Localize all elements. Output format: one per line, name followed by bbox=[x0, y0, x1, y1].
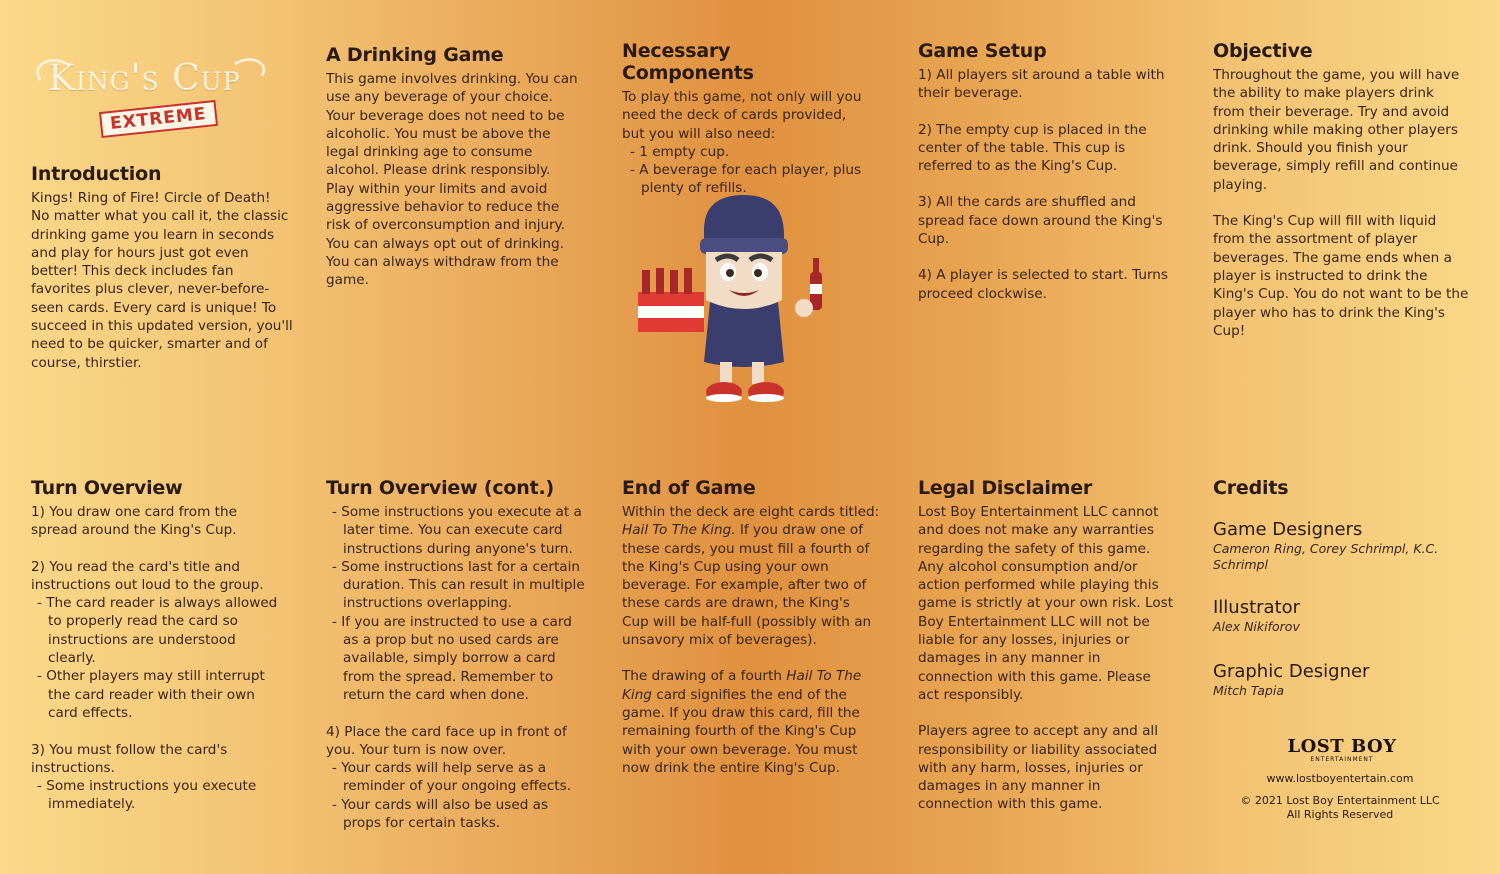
turn-step: 4) Place the card face up in front of you. Your turn is now over. bbox=[326, 723, 567, 758]
setup-heading: Game Setup bbox=[918, 40, 1047, 62]
setup-step: 3) All the cards are shuffled and spread face down around the King's Cup. bbox=[918, 194, 1163, 248]
objective-text bbox=[1213, 66, 1469, 340]
credit-role: Graphic Designer bbox=[1213, 661, 1370, 682]
components-heading: Necessary Components bbox=[622, 40, 754, 84]
components-intro: To play this game, not only will you need the deck of cards provided, but you will also need: bbox=[622, 89, 862, 142]
introduction-heading: Introduction bbox=[31, 163, 162, 185]
turn-overview-heading: Turn Overview bbox=[31, 477, 183, 499]
logo-subtitle: EXTREME bbox=[99, 100, 218, 138]
components-item: - 1 empty cup. bbox=[630, 143, 730, 160]
end-of-game-heading: End of Game bbox=[622, 477, 756, 499]
rights-reserved: All Rights Reserved bbox=[1286, 808, 1394, 821]
turn-bullet: - The card reader is always allowed to properly read the card so instructions are understood clearly. bbox=[37, 595, 278, 667]
turn-bullet: - Some instructions you execute immediately. bbox=[37, 778, 257, 813]
legal-paragraph: Lost Boy Entertainment LLC cannot and does not make any warranties regarding the safety of this game. Any alcohol consumption and/or action performed while playing this game is strictly at your own risk. Lost Boy Entertainment LLC will not be liable for any losses, injuries or damages in any manner in connection with this game. Please act responsibly. bbox=[918, 504, 1174, 703]
text-span: The drawing of a fourth bbox=[622, 668, 787, 685]
setup-step: 1) All players sit around a table with their beverage. bbox=[918, 67, 1165, 102]
website-link[interactable]: www.lostboyentertain.com bbox=[1266, 772, 1414, 785]
setup-section bbox=[918, 40, 1174, 321]
credit-entry bbox=[1213, 597, 1463, 635]
card-title: Hail To The King. bbox=[622, 522, 736, 539]
logo-title: King's Cup bbox=[48, 58, 241, 99]
turn-bullet: - Other players may still interrupt the card reader with their own card effects. bbox=[37, 668, 265, 721]
lost-boy-logo bbox=[1272, 738, 1412, 763]
text-span: If you draw one of these cards, you must fill a fourth of the King's Cup using your own beverage. For example, after two of these cards are drawn, the King's Cup will be half-full (possibly with an unsavory mix of beverages). bbox=[622, 522, 872, 649]
end-of-game-section bbox=[622, 477, 880, 795]
introduction-section bbox=[31, 163, 293, 372]
turn-overview-section bbox=[31, 477, 286, 814]
credit-entry bbox=[1213, 661, 1463, 699]
components-text bbox=[622, 88, 862, 198]
drinking-game-heading: A Drinking Game bbox=[326, 44, 504, 66]
legal-section bbox=[918, 477, 1176, 832]
objective-paragraph: Throughout the game, you will have the ability to make players drink from their beverage. Try and avoid drinking while making other players drink. Should you finish your beverage, simply refill and continue playing. bbox=[1213, 67, 1460, 193]
turn-step: 1) You draw one card from the spread around the King's Cup. bbox=[31, 504, 237, 539]
turn-bullet: - Your cards will help serve as a reminder of your ongoing effects. bbox=[332, 760, 572, 795]
text-span: Within the deck are eight cards titled: bbox=[622, 504, 880, 520]
components-item: - A beverage for each player, plus plenty of refills. bbox=[630, 162, 862, 197]
credit-role: Game Designers bbox=[1213, 519, 1363, 540]
turn-bullet: - If you are instructed to use a card as a prop but no used cards are available, simply borrow a card from the spread. Remember to return the card when done. bbox=[332, 613, 572, 703]
lost-boy-sub: ENTERTAINMENT bbox=[1310, 756, 1374, 763]
introduction-text: Kings! Ring of Fire! Circle of Death! No matter what you call it, the classic drinking game you learn in seconds and play for hours just got even better! This deck includes fan favorites plus clever, never-before-seen cards. Every card is unique! To succeed in this updated version, you'll need to be quicker, smarter and of course, thirstier. bbox=[31, 190, 293, 371]
credit-names: Alex Nikiforov bbox=[1213, 619, 1300, 634]
turn-step: 3) You must follow the card's instructions. bbox=[31, 741, 228, 776]
setup-step: 2) The empty cup is placed in the center of the table. This cup is referred to as the King's Cup. bbox=[918, 121, 1147, 175]
legal-paragraph: Players agree to accept any and all responsibility or liability associated with any harm, losses, injuries or damages in any manner in connection with this game. bbox=[918, 723, 1158, 813]
turn-overview-cont-text bbox=[326, 503, 588, 832]
text-span: card signifies the end of the game. If you draw this card, fill the remaining fourth of the King's Cup with your own beverage. You must now drink the entire King's Cup. bbox=[622, 686, 860, 776]
drinking-game-section bbox=[326, 44, 582, 290]
copyright: © 2021 Lost Boy Entertainment LLC bbox=[1240, 794, 1440, 807]
end-of-game-text bbox=[622, 503, 880, 777]
end-of-game-paragraph bbox=[622, 503, 880, 649]
mascot-illustration bbox=[634, 190, 834, 410]
turn-bullet: - Your cards will also be used as props for certain tasks. bbox=[332, 796, 549, 832]
turn-overview-text bbox=[31, 503, 286, 814]
card-title: Hail To The King bbox=[622, 668, 862, 703]
drinking-game-text: This game involves drinking. You can use any beverage of your choice. Your beverage does not need to be alcoholic. You must be above the legal drinking age to consume alcohol. Please drink responsibly. Play within your limits and avoid aggressive behavior to reduce the risk of overconsumption and injury. You can always opt out of drinking. You can always withdraw from the game. bbox=[326, 71, 578, 289]
credit-entry bbox=[1213, 519, 1463, 573]
credit-names: Mitch Tapia bbox=[1213, 683, 1284, 698]
turn-bullet: - Some instructions you execute at a later time. You can execute card instructions during anyone's turn. bbox=[332, 504, 582, 557]
turn-step: 2) You read the card's title and instructions out loud to the group. bbox=[31, 558, 264, 593]
credit-names: Cameron Ring, Corey Schrimpl, K.C. Schrimpl bbox=[1213, 541, 1439, 572]
components-section bbox=[622, 40, 862, 198]
end-of-game-paragraph bbox=[622, 667, 880, 777]
turn-bullet: - Some instructions last for a certain duration. This can result in multiple instructions overlapping. bbox=[332, 558, 585, 612]
legal-text bbox=[918, 503, 1176, 814]
setup-step: 4) A player is selected to start. Turns proceed clockwise. bbox=[918, 267, 1169, 302]
turn-overview-cont-section bbox=[326, 477, 588, 832]
credits-heading: Credits bbox=[1213, 477, 1289, 499]
lost-boy-mark: LOST BOY bbox=[1287, 736, 1397, 757]
objective-section bbox=[1213, 40, 1469, 358]
credit-role: Illustrator bbox=[1213, 597, 1301, 618]
legal-heading: Legal Disclaimer bbox=[918, 477, 1093, 499]
kings-cup-logo bbox=[30, 52, 275, 142]
objective-heading: Objective bbox=[1213, 40, 1313, 62]
setup-steps bbox=[918, 66, 1174, 303]
credits-section bbox=[1213, 477, 1463, 699]
objective-paragraph: The King's Cup will fill with liquid from the assortment of player beverages. The game ends when a player is instructed to drink the King's Cup. You do not want to be the player who has to drink the King's Cup! bbox=[1213, 213, 1469, 339]
turn-overview-cont-heading: Turn Overview (cont.) bbox=[326, 477, 554, 499]
